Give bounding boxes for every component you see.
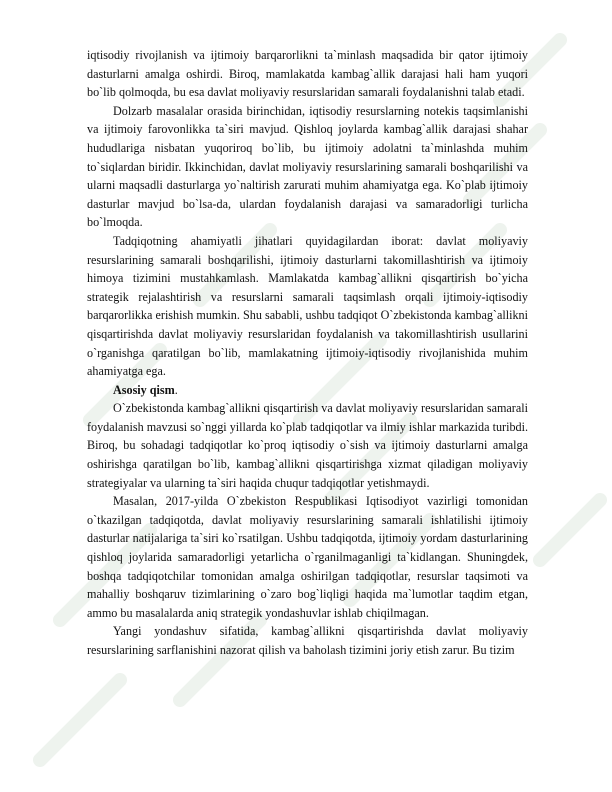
section-heading-suffix: . <box>174 382 178 397</box>
paragraph-example-study: Masalan, 2017-yilda O`zbekiston Respublikasi Iqtisodiyot vazirligi tomonidan o`tkazilgan tadqiqotda, davlat moliyaviy resurslarining samarali ishlatilishi ijtimoiy dasturlar natijalariga ta`siri ko`rsatilgan. Ushbu tadqiqotda, ijtimoiy yordam dasturlarining qishloq joylarida samaradorligi yetarlicha o`rganilmaganligi ta`kidlangan. Shuningdek, boshqa tadqiqotchilar tomonidan amalga oshirilgan tadqiqotlar, resurslar taqsimoti va mahalliy boshqaruv tizimlarining o`zaro bog`liqligi haqida ma`lumotlar taqdim etgan, ammo bu masalalarda aniq strategik yondashuvlar ishlab chiqilmagan. <box>87 494 528 620</box>
section-heading <box>87 381 528 400</box>
section-heading-text: Asosiy qism <box>113 382 175 397</box>
paragraph-current-issues: Dolzarb masalalar orasida birinchidan, iqtisodiy resurslarning notekis taqsimlanishi va ijtimoiy farovonlikka ta`siri mavjud. Qishloq joylarda kambag`allik darajasi shahar hududlariga nisbatan yuqoriroq bo`lib, bu ijtimoiy adolatni ta`minlashda muhim to`siqlardan biridir. Ikkinchidan, davlat moliyaviy resurslarining samarali boshqarilishi va ularni maqsadli dasturlarga yo`naltirish zarurati muhim ahamiyatga ega. Ko`plab ijtimoiy dasturlar mavjud bo`lsa-da, ulardan foydalanish darajasi va samaradorligi turlicha bo`lmoqda. <box>87 103 528 230</box>
paragraph-literature-overview: O`zbekistonda kambag`allikni qisqartirish va davlat moliyaviy resurslaridan samarali foydalanish mavzusi so`nggi yillarda ko`plab tadqiqotlar va ilmiy ishlar markazida turibdi. Biroq, bu sohadagi tadqiqotlar ko`proq iqtisodiy o`sish va ijtimoiy dasturlarni amalga oshirishga qaratilgan bo`lib, kambag`allikni qisqartirishga xizmat qiladigan moliyaviy strategiyalar va ularning ta`siri haqida chuqur tadqiqotlar yetishmaydi. <box>87 401 528 490</box>
paragraph-continuation: iqtisodiy rivojlanish va ijtimoiy barqarorlikni ta`minlash maqsadida bir qator ijtimoiy dasturlarni amalga oshirdi. Biroq, mamlakatda kambag`allik darajasi hali ham yuqori bo`lib qolmoqda, bu esa davlat moliyaviy resurslaridan samarali foydalanishni talab etadi. <box>87 48 528 100</box>
document-body <box>87 46 528 660</box>
paragraph-research-significance: Tadqiqotning ahamiyatli jihatlari quyidagilardan iborat: davlat moliyaviy resurslarining samarali boshqarilishi, ijtimoiy dasturlarni takomillashtirish va ijtimoiy himoya tizimini mustahkamlash. Mamlakatda kambag`allikni qisqartirish bo`yicha strategik rejalashtirish va resurslarni samarali taqsimlash orqali ijtimoiy-iqtisodiy barqarorlikka erishish mumkin. Shu sababli, ushbu tadqiqot O`zbekistonda kambag`allikni qisqartirishda davlat moliyaviy resurslaridan foydalanish va takomillashtirish usullarini o`rganishga qaratilgan bo`lib, mamlakatning ijtimoiy-iqtisodiy rivojlanishida muhim ahamiyatga ega. <box>87 233 528 379</box>
paragraph-new-approach: Yangi yondashuv sifatida, kambag`allikni qisqartirishda davlat moliyaviy resurslarining sarflanishini nazorat qilish va baholash tizimini joriy etish zarur. Bu tizim <box>87 624 528 657</box>
